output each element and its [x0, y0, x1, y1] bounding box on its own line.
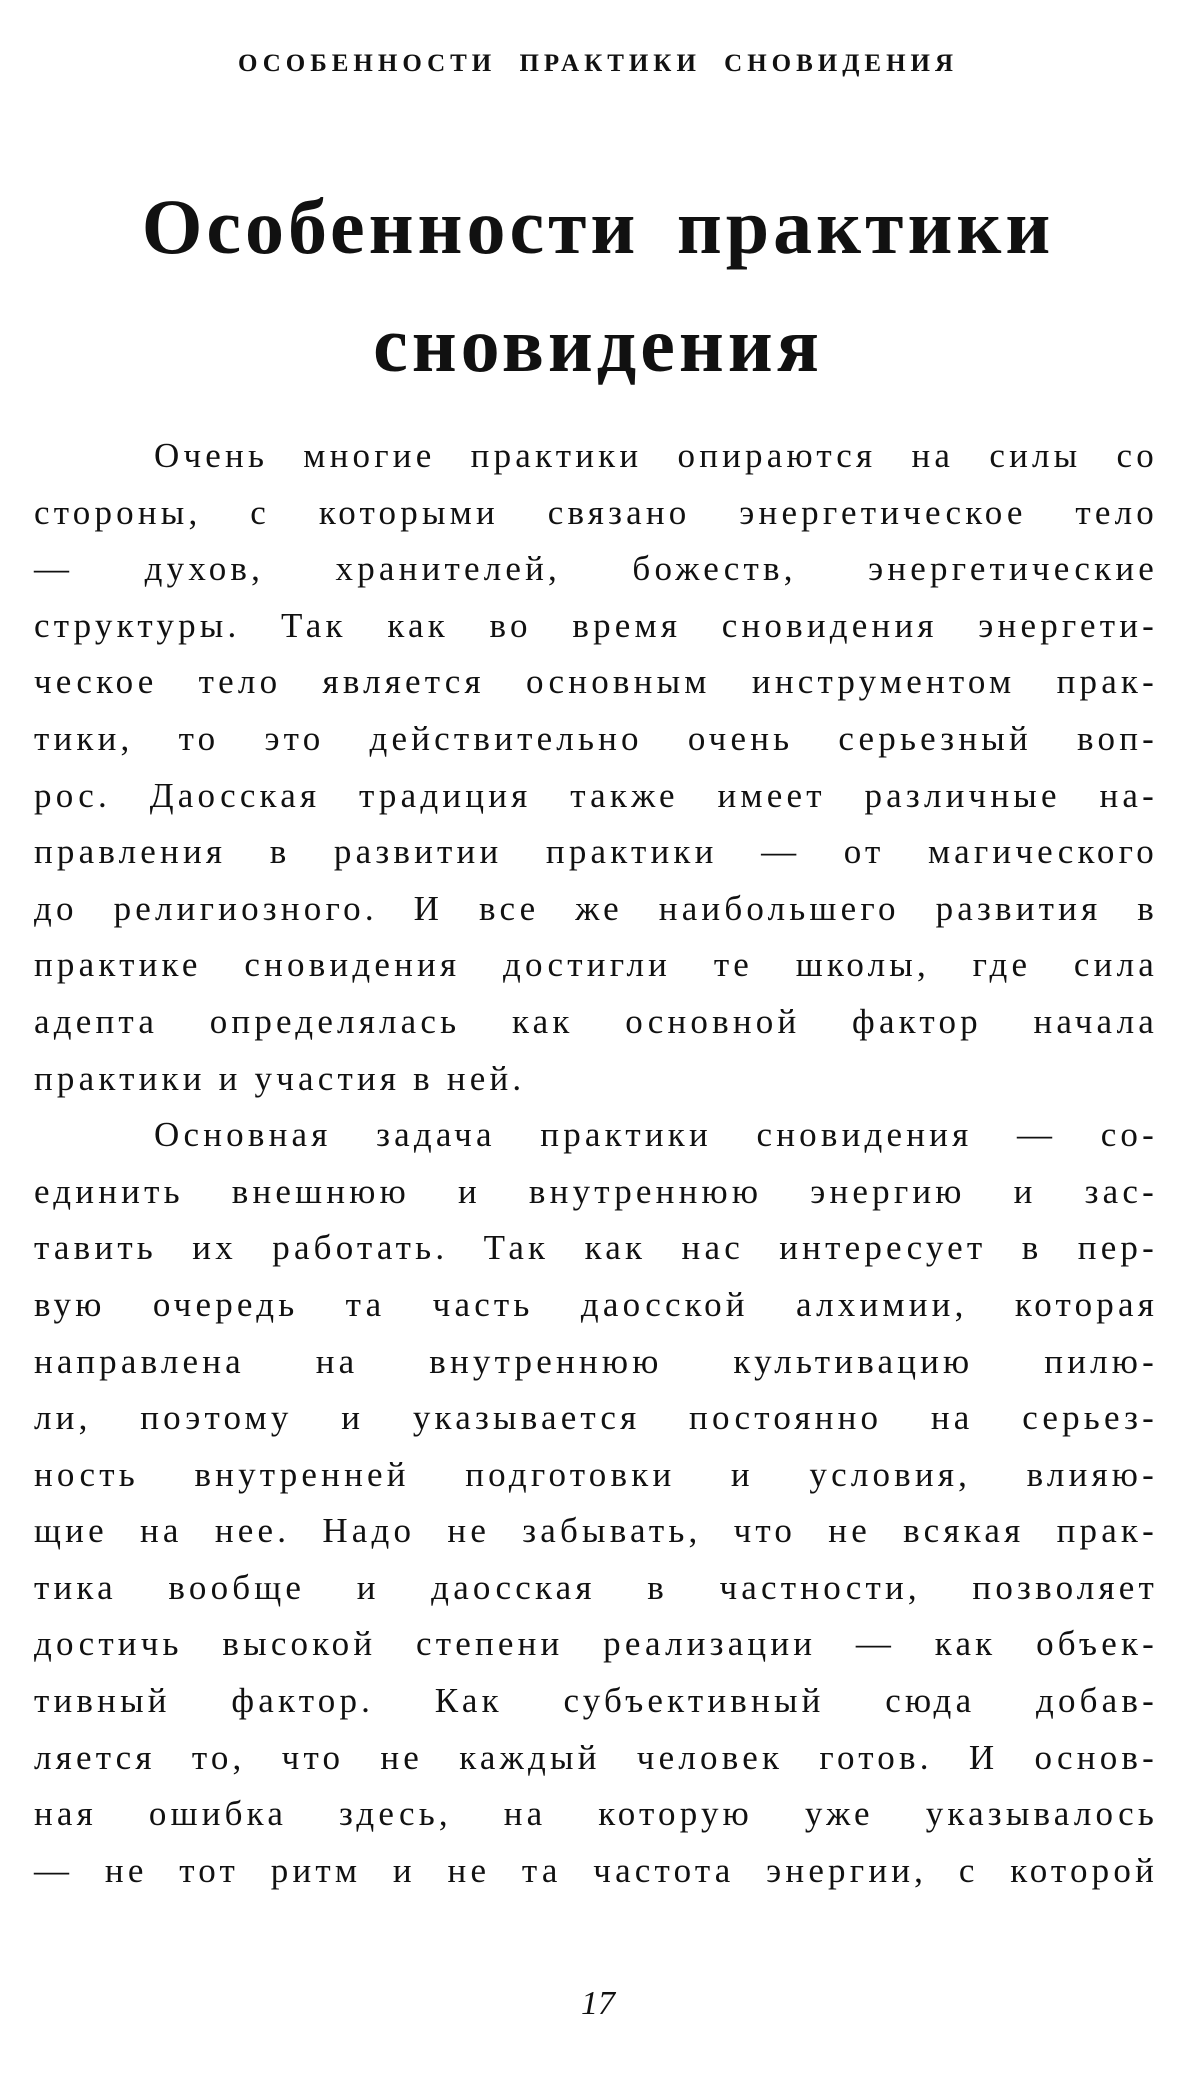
text-line: стороны, с которыми связано энергетическое тело	[34, 492, 1158, 532]
text-line: ность внутренней подготовки и условия, влияю-	[34, 1454, 1158, 1494]
text-line: вую очередь та часть даосской алхимии, которая	[34, 1284, 1158, 1324]
text-line: — духов, хранителей, божеств, энергетические	[34, 549, 1158, 589]
text-line: тавить их работать. Так как нас интересует в пер-	[34, 1228, 1158, 1268]
text-line: правления в развитии практики — от магического	[34, 832, 1158, 872]
page-number: 17	[581, 1985, 615, 2022]
text-line: — не тот ритм и не та частота энергии, с которой	[34, 1850, 1158, 1890]
text-line: направлена на внутреннюю культивацию пилю-	[34, 1341, 1158, 1381]
text-line: ляется то, что не каждый человек готов. И основ-	[34, 1737, 1158, 1777]
text-line: рос. Даосская традиция также имеет различные на-	[34, 775, 1158, 815]
text-line: достичь высокой степени реализации — как объек-	[34, 1624, 1158, 1664]
running-head: ОСОБЕННОСТИ ПРАКТИКИ СНОВИДЕНИЯ	[237, 50, 959, 77]
text-line: единить внешнюю и внутреннюю энергию и зас-	[34, 1171, 1158, 1211]
text-line: щие на нее. Надо не забывать, что не всякая прак-	[34, 1511, 1158, 1551]
text-line: ная ошибка здесь, на которую уже указывалось	[34, 1794, 1158, 1834]
text-line: ческое тело является основным инструментом прак-	[34, 662, 1158, 702]
chapter-title-line-1: Особенности практики	[141, 183, 1055, 270]
text-line: ли, поэтому и указывается постоянно на серьез-	[34, 1398, 1158, 1438]
body-text	[34, 428, 1158, 1899]
chapter-title	[60, 168, 1136, 404]
paragraph-2	[34, 1107, 1158, 1899]
text-line: структуры. Так как во время сновидения энергети-	[34, 605, 1158, 645]
text-line: тика вообще и даосская в частности, позволяет	[34, 1567, 1158, 1607]
text-line: до религиозного. И все же наибольшего развития в	[34, 888, 1158, 928]
chapter-title-line-2: сновидения	[373, 301, 823, 388]
text-line: практики и участия в ней.	[34, 1058, 526, 1098]
text-line: Основная задача практики сновидения — со-	[154, 1115, 1158, 1155]
text-line: Очень многие практики опираются на силы со	[154, 436, 1158, 475]
text-line: тики, то это действительно очень серьезный воп-	[34, 718, 1158, 758]
text-line: адепта определялась как основной фактор начала	[34, 1001, 1158, 1041]
text-line: тивный фактор. Как субъективный сюда добав-	[34, 1681, 1158, 1721]
paragraph-1	[34, 428, 1158, 1107]
text-line: практике сновидения достигли те школы, где сила	[34, 945, 1158, 985]
